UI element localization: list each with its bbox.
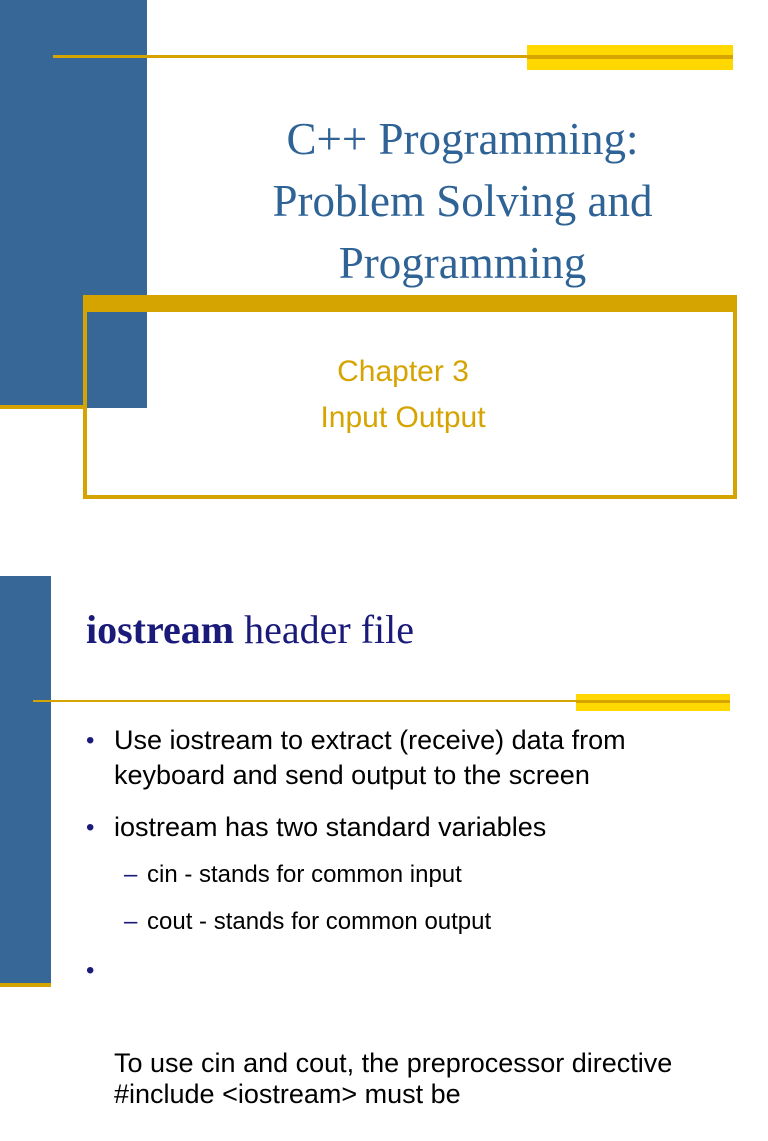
slide1-subtitle-box-header-bar bbox=[83, 295, 737, 312]
bullet-icon: • bbox=[86, 727, 95, 754]
bullet-icon: • bbox=[86, 814, 95, 841]
bullet-item bbox=[86, 810, 736, 845]
slide2-sidebar-underline bbox=[0, 983, 51, 987]
bullet-text: Use iostream to extract (receive) data from keyboard and send output to the screen bbox=[114, 725, 626, 790]
sub-bullet-item bbox=[124, 860, 734, 890]
bullet-icon: • bbox=[86, 957, 95, 984]
slide2-heading-text: header file bbox=[234, 607, 414, 652]
sub-bullet-item bbox=[124, 907, 734, 937]
slide2-heading-keyword: iostream bbox=[86, 607, 235, 652]
slide2-sidebar bbox=[0, 576, 51, 986]
bullet-text: iostream has two standard variables bbox=[114, 812, 547, 842]
dash-icon: – bbox=[124, 908, 138, 935]
slide1-sidebar-underline bbox=[0, 405, 85, 409]
bullet-item bbox=[86, 723, 736, 793]
slide1-title bbox=[190, 108, 735, 294]
chapter-name: Input Output bbox=[320, 401, 486, 434]
dash-icon: – bbox=[124, 861, 138, 888]
sub-bullet-text: cin - stands for common input bbox=[147, 861, 462, 888]
slide2-heading bbox=[86, 604, 414, 656]
slide1-subtitle bbox=[83, 349, 723, 441]
chapter-number: Chapter 3 bbox=[337, 355, 469, 388]
slide1-title-line-1: C++ Programming: bbox=[286, 114, 639, 164]
slide1-accent-line bbox=[527, 56, 733, 59]
slide1-title-line-3: Programming bbox=[338, 238, 587, 288]
bullet-item bbox=[86, 955, 736, 1141]
bullet-text: To use cin and cout, the preprocessor directive #include <iostream> must be bbox=[114, 1048, 710, 1109]
sub-bullet-text: cout - stands for common output bbox=[147, 908, 492, 935]
slide1-title-line-2: Problem Solving and bbox=[272, 176, 653, 226]
slide2-accent-line bbox=[576, 701, 730, 703]
